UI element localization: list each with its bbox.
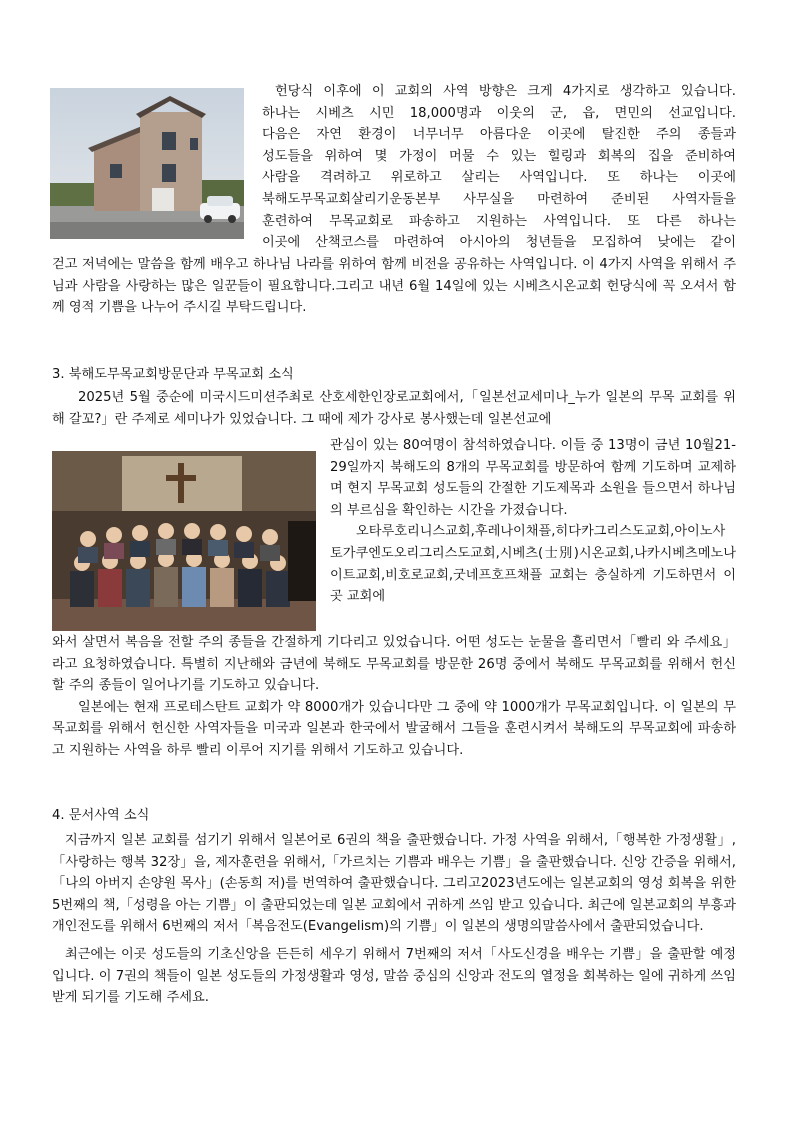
section-3-para2-full [52, 632, 736, 762]
intro-line: 헌당식 이후에 이 교회의 사역 방향은 크게 4가지로 생각하고 있습니다. [275, 84, 736, 99]
intro-continuation: 걷고 저녁에는 말씀을 함께 배우고 하나님 나라를 위하여 함께 비전을 공유하는 사역입니다. 이 4가지 사역을 위해서 주님과 사람을 사랑하는 많은 일꾼들이 필요합니다.그리고 내년 6월 14일에 있는 시베츠시온교회 헌당식에 꼭 오셔서 함께 영적 기쁨을 나누어 주시길 부탁드립니다. [52, 257, 736, 316]
section-3-para2-continuation: 와서 살면서 복음을 전할 주의 종들을 간절하게 기다리고 있었습니다. 어떤 성도는 눈물을 흘리면서「빨리 와 주세요」라고 요청하였습니다. 특별히 지난해와 금년에 북해도 무목교회를 방문한 26명 중에서 북해도 무목교회를 위해서 헌신할 주의 종들이 일어나기를 기도하고 있습니다. [52, 635, 736, 694]
section-3-heading: 3. 북해도무목교회방문단과 무목교회 소식 [52, 367, 294, 382]
intro-line: 성도들을 위하여 몇 가정이 머물 수 있는 힐링과 회복의 집을 준비하여 [262, 148, 736, 164]
intro-line: 하나는 시베츠 시민 18,000명과 이웃의 군, 읍, 면민의 선교입니다. [262, 105, 736, 121]
section-3-para2-wrap: 오타루호리니스교회,후레나이채플,히다카그리스도교회,아이노사토가쿠엔도오리그리스도교회,시베츠(士別)시온교회,나카시베츠메노나이트교회,비호로교회,굿네프호프채플 교회는 충실하게 기도하면서 이곳 교회에 [330, 524, 736, 605]
intro-line: 사람을 격려하고 위로하고 살리는 사역입니다. 또 하나는 이곳에 [262, 170, 736, 186]
intro-line: 훈련하여 무목교회로 파송하고 지원하는 사역입니다. 또 다른 하나는 [262, 213, 736, 229]
church-building-photo [50, 88, 244, 239]
intro-wrapped-text [262, 81, 736, 254]
church-building-illustration [50, 88, 244, 239]
intro-line: 이곳에 산책코스를 마련하여 아시아의 청년들을 모집하여 낮에는 같이 [262, 235, 736, 251]
section-3-para1-wrapped [330, 435, 736, 608]
section-4-heading: 4. 문서사역 소식 [52, 808, 150, 823]
section-4-para2: 최근에는 이곳 성도들의 기초신앙을 든든히 세우기 위해서 7번째의 저서「사도신경을 배우는 기쁨」을 출판할 예정입니다. 이 7권의 책들이 일본 성도들의 가정생활과 영성, 말씀 중심의 신앙과 전도의 열정을 회복하는 일에 귀하게 쓰임받게 되기를 기도해 주세요. [52, 946, 736, 1006]
intro-line: 북해도무목교회살리기운동본부 사무실을 마련하여 준비된 사역자들을 [262, 191, 736, 207]
section-3-para1-wrap: 관심이 있는 80여명이 참석하였습니다. 이들 중 13명이 금년 10월21-29일까지 북해도의 8개의 무목교회를 방문하여 함께 기도하며 교제하며 현지 무목교회 성도들의 간절한 기도제목과 소원을 들으면서 하나님의 부르심을 확인하는 시간을 가졌습니다. [330, 438, 736, 518]
section-3-para3: 일본에는 현재 프로테스탄트 교회가 약 8000개가 있습니다만 그 중에 약 1000개가 무목교회입니다. 이 일본의 무목교회를 위해서 헌신한 사역자들을 미국과 일본과 한국에서 발굴해서 그들을 훈련시켜서 북해도의 무목교회에 파송하고 지원하는 사역을 하루 빨리 이루어 지기를 위해서 기도하고 있습니다. [52, 699, 736, 758]
section-3-para1-full [52, 387, 736, 430]
group-photo-illustration [52, 451, 316, 631]
section-3-para1-start: 2025년 5월 중순에 미국시드미션주최로 산호세한인장로교회에서,「일본선교세미나_누가 일본의 무목 교회를 위해 갈꼬?」란 주제로 세미나가 있었습니다. 그 때에 제가 강사로 봉사했는데 일본선교에 [52, 390, 736, 427]
intro-line: 다음은 자연 환경이 너무너무 아름다운 이곳에 탈진한 주의 종들과 [262, 127, 736, 143]
group-photo [52, 451, 316, 631]
section-4-body [52, 830, 736, 1009]
section-4-para1: 지금까지 일본 교회를 섬기기 위해서 일본어로 6권의 책을 출판했습니다. 가정 사역을 위해서,「행복한 가정생활」,「사랑하는 행복 32장」을, 제자훈련을 위해서,「가르치는 기쁨과 배우는 기쁨」을 출판했습니다. 신앙 간증을 위해서,「나의 아버지 손양원 목사」(손동희 저)를 번역하여 출판했습니다. 그리고2023년도에는 일본교회의 영성 회복을 위한 5번째의 책,「성령을 아는 기쁨」이 출판되었는데 일본 교회에서 귀하게 쓰임 받고 있습니다. 최근에 일본교회의 부흥과 개인전도를 위해서 6번째의 저서「복음전도(Evangelism)의 기쁨」이 일본의 생명의말씀사에서 출판되었습니다. [52, 833, 736, 935]
intro-full-text [52, 254, 736, 319]
